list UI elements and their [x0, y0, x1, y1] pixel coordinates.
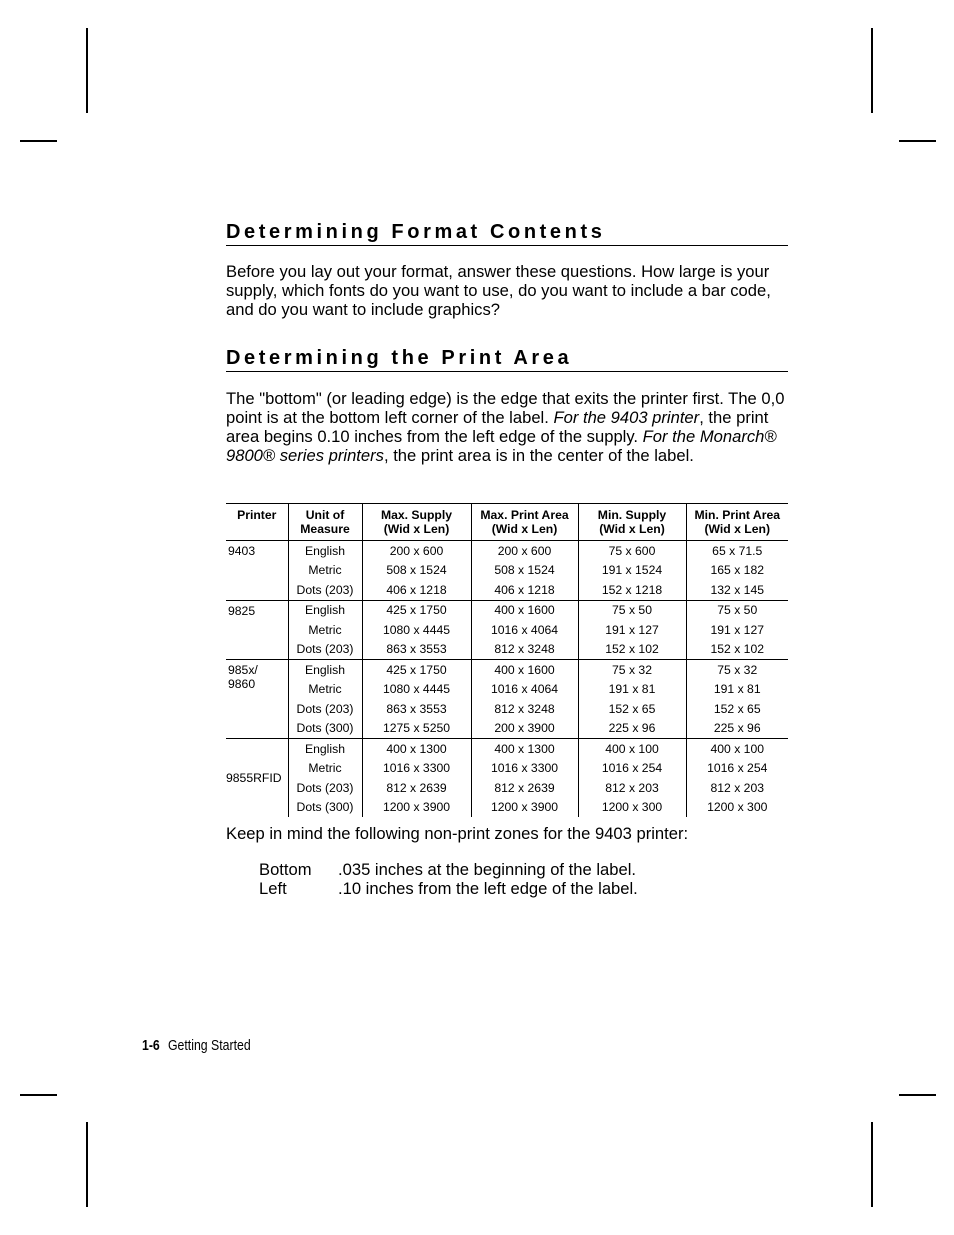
table-cell: 1016 x 3300 [362, 759, 471, 779]
non-print-zones-list [259, 860, 638, 898]
table-cell: 1200 x 300 [578, 798, 686, 818]
table-cell: 425 x 1750 [362, 600, 471, 620]
table-cell: 812 x 2639 [471, 778, 578, 798]
column-header-line: Unit of [305, 508, 345, 522]
table-cell: 1016 x 4064 [471, 620, 578, 640]
table-cell: 152 x 102 [686, 640, 788, 660]
column-header [578, 504, 686, 541]
table-cell: 400 x 1300 [471, 739, 578, 759]
crop-mark [899, 140, 936, 142]
table-cell: 812 x 203 [578, 778, 686, 798]
column-header [226, 504, 288, 541]
zone-text: .035 inches at the beginning of the label. [338, 860, 636, 879]
crop-mark [20, 1094, 57, 1096]
column-header [288, 504, 362, 541]
column-header-line: Max. Print Area [480, 508, 569, 522]
crop-mark [871, 1122, 873, 1207]
table-row [226, 541, 788, 561]
table-cell: 1200 x 3900 [362, 798, 471, 818]
printer-model-line: 9855RFID [226, 771, 282, 785]
table-row [226, 759, 788, 779]
page-footer [142, 1037, 251, 1054]
table-cell: 1200 x 300 [686, 798, 788, 818]
zone-label: Left [259, 879, 287, 898]
table-cell: 1016 x 254 [686, 759, 788, 779]
non-print-zones-note: Keep in mind the following non-print zones for the 9403 printer: [226, 824, 689, 843]
printer-model-cell [226, 541, 288, 601]
printer-model-line: 9403 [228, 544, 256, 558]
crop-mark [899, 1094, 936, 1096]
table-row [226, 739, 788, 759]
zone-row-bottom [259, 860, 638, 879]
table-cell: 225 x 96 [686, 719, 788, 739]
table-cell: 191 x 81 [578, 680, 686, 700]
table-row [226, 778, 788, 798]
table-cell: 400 x 1600 [471, 600, 578, 620]
table-cell: Metric [288, 620, 362, 640]
format-contents-paragraph: Before you lay out your format, answer these questions. How large is your supply, which fonts do you want to use, do you want to include a bar code, and do you want to include graphics? [226, 262, 771, 319]
table-cell: Dots (300) [288, 719, 362, 739]
table-cell: Metric [288, 759, 362, 779]
table-cell: 200 x 600 [471, 541, 578, 561]
table-cell: 1200 x 3900 [471, 798, 578, 818]
table-cell: English [288, 541, 362, 561]
table-cell: 200 x 600 [362, 541, 471, 561]
table-cell: Metric [288, 680, 362, 700]
table-cell: 508 x 1524 [471, 561, 578, 581]
table-cell: 191 x 127 [686, 620, 788, 640]
column-header-line: (Wid x Len) [383, 522, 450, 536]
table-cell: 400 x 1300 [362, 739, 471, 759]
table-cell: 152 x 65 [578, 699, 686, 719]
table-cell: 75 x 32 [686, 660, 788, 680]
table-cell: 400 x 100 [578, 739, 686, 759]
table-cell: 165 x 182 [686, 561, 788, 581]
table-cell: English [288, 600, 362, 620]
table-row [226, 719, 788, 739]
zone-row-left [259, 879, 638, 898]
column-header-line: Min. Supply [597, 508, 667, 522]
table-cell: 1016 x 3300 [471, 759, 578, 779]
crop-mark [20, 140, 57, 142]
table-row [226, 699, 788, 719]
column-header [362, 504, 471, 541]
printer-model-line: 9825 [228, 603, 256, 618]
table-cell: Dots (203) [288, 699, 362, 719]
table-cell: 225 x 96 [578, 719, 686, 739]
print-area-emphasis: For the 9403 printer [553, 408, 700, 427]
column-header-line: Measure [300, 522, 350, 536]
table-cell: 152 x 65 [686, 699, 788, 719]
column-header-line: Printer [237, 508, 277, 522]
printer-model-line: 985x/ [228, 663, 258, 677]
table-cell: 863 x 3553 [362, 640, 471, 660]
table-row [226, 798, 788, 818]
table-row [226, 561, 788, 581]
page-number: 1-6 [142, 1037, 160, 1054]
table-cell: Dots (300) [288, 798, 362, 818]
print-area-emphasis: For the Monarch® 9800® series printers [226, 427, 777, 465]
zone-text: .10 inches from the left edge of the label. [338, 879, 638, 898]
table-cell: 406 x 1218 [471, 580, 578, 600]
table-cell: Metric [288, 561, 362, 581]
table-row [226, 660, 788, 680]
table-row [226, 580, 788, 600]
table-row [226, 620, 788, 640]
table-row [226, 680, 788, 700]
zone-label: Bottom [259, 860, 312, 879]
table-cell: 508 x 1524 [362, 561, 471, 581]
column-header-line: (Wid x Len) [599, 522, 665, 536]
table-cell: 75 x 600 [578, 541, 686, 561]
table-cell: 65 x 71.5 [686, 541, 788, 561]
table-cell: English [288, 739, 362, 759]
column-header-line: (Wid x Len) [704, 522, 771, 536]
table-row [226, 600, 788, 620]
printer-model-cell [226, 600, 288, 660]
table-cell: 152 x 102 [578, 640, 686, 660]
column-header [686, 504, 788, 541]
table-cell: Dots (203) [288, 580, 362, 600]
table-cell: English [288, 660, 362, 680]
table-cell: 425 x 1750 [362, 660, 471, 680]
table-cell: 152 x 1218 [578, 580, 686, 600]
printer-model-line: 9860 [228, 677, 256, 691]
table-cell: 191 x 127 [578, 620, 686, 640]
table-cell: 1016 x 4064 [471, 680, 578, 700]
table-cell: 1080 x 4445 [362, 620, 471, 640]
crop-mark [86, 1122, 88, 1207]
table-cell: 191 x 81 [686, 680, 788, 700]
table-cell: 406 x 1218 [362, 580, 471, 600]
table-cell: 200 x 3900 [471, 719, 578, 739]
table-cell: 400 x 1600 [471, 660, 578, 680]
table-cell: Dots (203) [288, 640, 362, 660]
table-cell: 812 x 203 [686, 778, 788, 798]
column-header [471, 504, 578, 541]
printer-model-cell [226, 739, 288, 818]
section-heading-format-contents: Determining Format Contents [226, 220, 788, 246]
table-cell: 1080 x 4445 [362, 680, 471, 700]
table-cell: 191 x 1524 [578, 561, 686, 581]
table-cell: 75 x 32 [578, 660, 686, 680]
chapter-title: Getting Started [167, 1037, 251, 1054]
table-cell: 132 x 145 [686, 580, 788, 600]
table-cell: 1275 x 5250 [362, 719, 471, 739]
crop-mark [871, 28, 873, 113]
table-cell: 812 x 3248 [471, 640, 578, 660]
column-header-line: Min. Print Area [694, 508, 781, 522]
table-row [226, 640, 788, 660]
table-cell: 863 x 3553 [362, 699, 471, 719]
table-cell: 75 x 50 [578, 600, 686, 620]
print-area-text: , the print area is in the center of the label. [383, 446, 694, 465]
table-cell: 400 x 100 [686, 739, 788, 759]
print-area-specs-table [226, 503, 788, 817]
table-header-row [226, 504, 788, 541]
table-cell: 812 x 3248 [471, 699, 578, 719]
section-heading-print-area: Determining the Print Area [226, 346, 788, 372]
crop-mark [86, 28, 88, 113]
table-cell: Dots (203) [288, 778, 362, 798]
print-area-paragraph [226, 389, 788, 465]
column-header-line: (Wid x Len) [491, 522, 558, 536]
printer-model-cell [226, 660, 288, 739]
column-header-line: Max. Supply [380, 508, 453, 522]
table-cell: 1016 x 254 [578, 759, 686, 779]
print-area-text: The "bottom" (or leading edge) is the edge that exits the printer first. The 0,0 point is at the bottom left corner of the label. [226, 389, 785, 427]
table-cell: 812 x 2639 [362, 778, 471, 798]
table-cell: 75 x 50 [686, 600, 788, 620]
print-area-text: , the print area begins 0.10 inches from the left edge of the supply. [226, 408, 769, 446]
